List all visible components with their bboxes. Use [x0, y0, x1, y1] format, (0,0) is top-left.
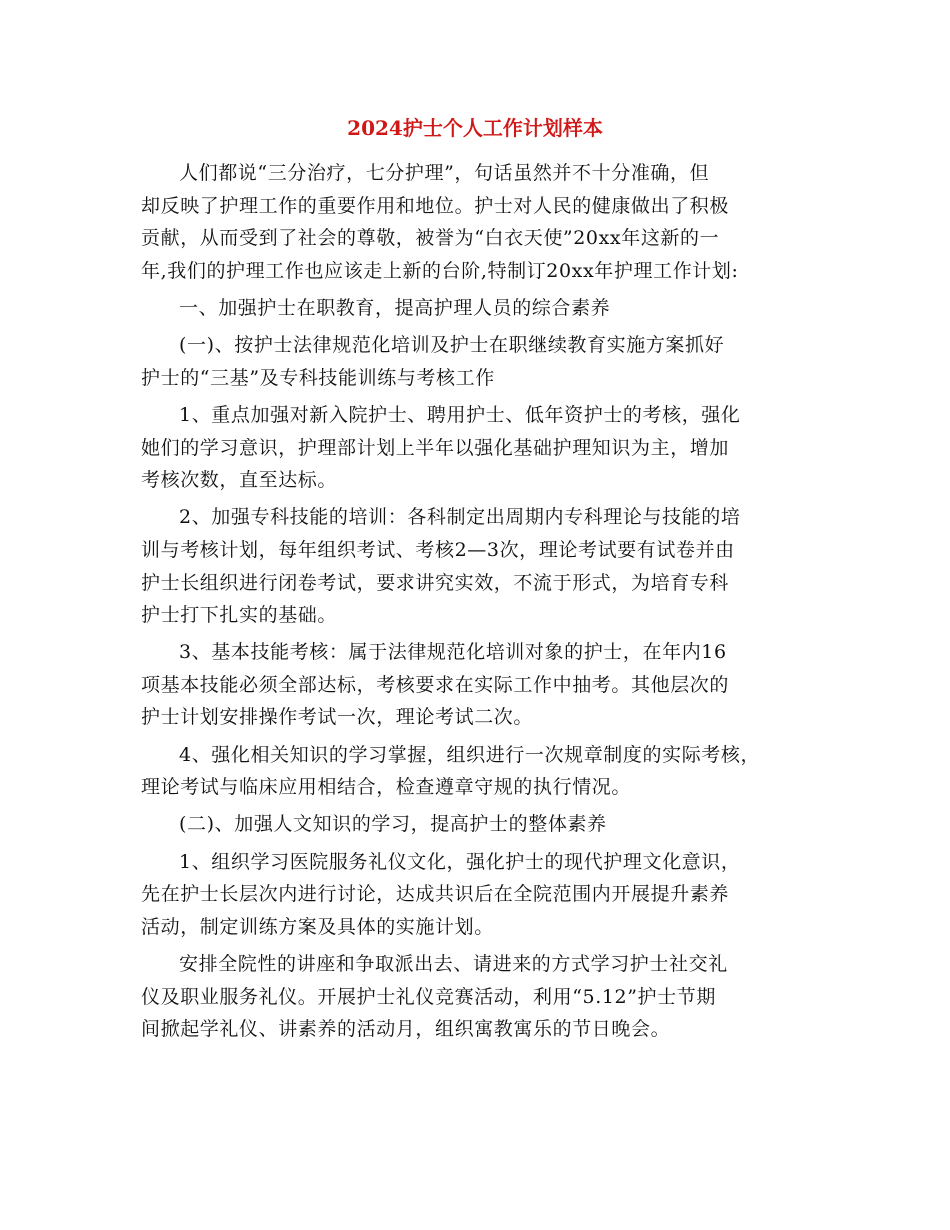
paragraph-line: 考核次数，直至达标。	[141, 469, 338, 492]
paragraph	[141, 808, 817, 841]
paragraph-line: (一)、按护士法律规范化培训及护士在职继续教育实施方案抓好	[179, 334, 725, 357]
paragraph	[141, 846, 817, 944]
paragraph	[141, 739, 817, 804]
paragraph-line: 护士打下扎实的基础。	[141, 604, 338, 627]
paragraph-line: 护士的“三基”及专科技能训练与考核工作	[141, 366, 495, 389]
paragraph	[141, 157, 817, 287]
paragraph-line: 护士长组织进行闭卷考试，要求讲究实效，不流于形式，为培育专科	[141, 571, 730, 594]
paragraph-line: 护士计划安排操作考试一次，理论考试二次。	[141, 706, 534, 729]
paragraph-line: (二)、加强人文知识的学习，提高护士的整体素养	[179, 813, 607, 836]
paragraph	[141, 329, 817, 394]
paragraph-line: 间掀起学礼仪、讲素养的活动月，组织寓教寓乐的节日晚会。	[141, 1018, 671, 1041]
paragraph-line: 人们都说“三分治疗，七分护理”，句话虽然并不十分准确，但	[179, 162, 710, 184]
paragraph-line: 一、加强护士在职教育，提高护理人员的综合素养	[179, 296, 611, 319]
paragraph	[141, 501, 817, 631]
paragraph-line: 先在护士长层次内进行讨论，达成共识后在全院范围内开展提升素养	[141, 883, 730, 906]
paragraph-line: 项基本技能必须全部达标，考核要求在实际工作中抽考。其他层次的	[141, 673, 730, 696]
paragraph-line: 安排全院性的讲座和争取派出去、请进来的方式学习护士社交礼	[179, 953, 728, 975]
paragraph-line: 1、组织学习医院服务礼仪文化，强化护士的现代护理文化意识，	[179, 850, 741, 873]
paragraph-line: 贡献，从而受到了社会的尊敬，被誉为“白衣天使”20xx年这新的一	[141, 227, 720, 250]
paragraph	[141, 636, 817, 734]
paragraph-line: 却反映了护理工作的重要作用和地位。护士对人民的健康做出了积极	[141, 194, 730, 217]
paragraph-line: 4、强化相关知识的学习掌握，组织进行一次规章制度的实际考核，	[179, 743, 761, 766]
paragraph-line: 年,我们的护理工作也应该走上新的台阶,特制订20xx年护理工作计划:	[141, 259, 739, 282]
paragraph-line: 活动，制定训练方案及具体的实施计划。	[141, 915, 494, 938]
paragraph-line: 1、重点加强对新入院护士、聘用护士、低年资护士的考核，强化	[179, 403, 741, 426]
document-body	[141, 157, 817, 1050]
paragraph-line: 3、基本技能考核：属于法律规范化培训对象的护士，在年内16	[179, 641, 727, 664]
paragraph	[141, 292, 817, 325]
paragraph-line: 训与考核计划，每年组织考试、考核2—3次，理论考试要有试卷并由	[141, 538, 735, 561]
paragraph-line: 理论考试与临床应用相结合，检查遵章守规的执行情况。	[141, 776, 632, 799]
paragraph-line: 仪及职业服务礼仪。开展护士礼仪竞赛活动，利用“5.12”护士节期	[141, 985, 716, 1008]
paragraph	[141, 399, 817, 497]
document-title: 2024护士个人工作计划样本	[347, 116, 603, 140]
paragraph-line: 2、加强专科技能的培训：各科制定出周期内专科理论与技能的培	[179, 506, 741, 529]
paragraph	[141, 948, 817, 1046]
paragraph-line: 她们的学习意识，护理部计划上半年以强化基础护理知识为主，增加	[141, 436, 730, 459]
